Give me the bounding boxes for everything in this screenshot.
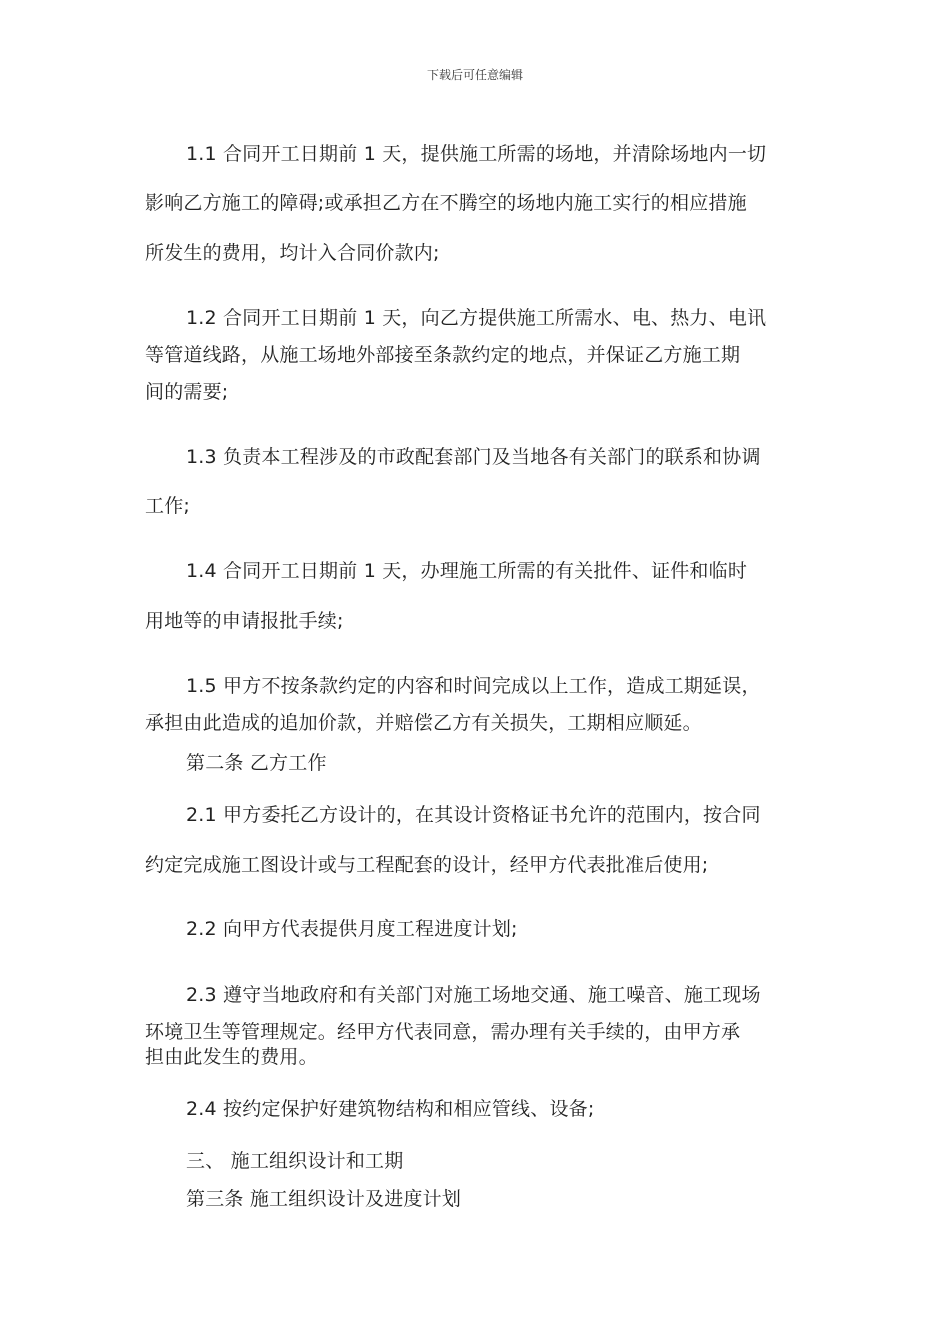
section-3-heading: 三、 施工组织设计和工期 — [186, 1150, 404, 1172]
paragraph-1-3-line-2: 工作; — [145, 495, 191, 517]
paragraph-2-3-line-2: 环境卫生等管理规定。经甲方代表同意，需办理有关手续的，由甲方承 — [145, 1021, 741, 1043]
paragraph-1-2-line-1: 1.2 合同开工日期前 1 天，向乙方提供施工所需水、电、热力、电讯 — [186, 307, 767, 329]
paragraph-1-1-line-3: 所发生的费用，均计入合同价款内; — [145, 242, 440, 264]
paragraph-1-2-line-2: 等管道线路，从施工场地外部接至条款约定的地点，并保证乙方施工期 — [145, 344, 741, 366]
paragraph-2-1-line-2: 约定完成施工图设计或与工程配套的设计，经甲方代表批准后使用; — [145, 854, 709, 876]
paragraph-1-4-line-2: 用地等的申请报批手续; — [145, 610, 344, 632]
paragraph-2-3-line-3: 担由此发生的费用。 — [145, 1046, 318, 1068]
paragraph-1-2-line-3: 间的需要; — [145, 381, 229, 403]
paragraph-1-1-line-2: 影响乙方施工的障碍;或承担乙方在不腾空的场地内施工实行的相应措施 — [145, 192, 747, 214]
paragraph-2-3-line-1: 2.3 遵守当地政府和有关部门对施工场地交通、施工噪音、施工现场 — [186, 984, 761, 1006]
paragraph-1-3-line-1: 1.3 负责本工程涉及的市政配套部门及当地各有关部门的联系和协调 — [186, 446, 761, 468]
paragraph-1-5-line-2: 承担由此造成的追加价款，并赔偿乙方有关损失，工期相应顺延。 — [145, 712, 702, 734]
paragraph-2-1-line-1: 2.1 甲方委托乙方设计的，在其设计资格证书允许的范围内，按合同 — [186, 804, 761, 826]
paragraph-2-4-line-1: 2.4 按约定保护好建筑物结构和相应管线、设备; — [186, 1098, 595, 1120]
paragraph-2-2-line-1: 2.2 向甲方代表提供月度工程进度计划; — [186, 918, 518, 940]
paragraph-1-5-line-1: 1.5 甲方不按条款约定的内容和时间完成以上工作，造成工期延误， — [186, 675, 761, 697]
paragraph-1-1-line-1: 1.1 合同开工日期前 1 天，提供施工所需的场地，并清除场地内一切 — [186, 143, 767, 165]
article-2-heading: 第二条 乙方工作 — [186, 752, 327, 774]
page-header: 下载后可任意编辑 — [426, 68, 523, 82]
article-3-heading: 第三条 施工组织设计及进度计划 — [186, 1188, 462, 1210]
paragraph-1-4-line-1: 1.4 合同开工日期前 1 天，办理施工所需的有关批件、证件和临时 — [186, 560, 748, 582]
